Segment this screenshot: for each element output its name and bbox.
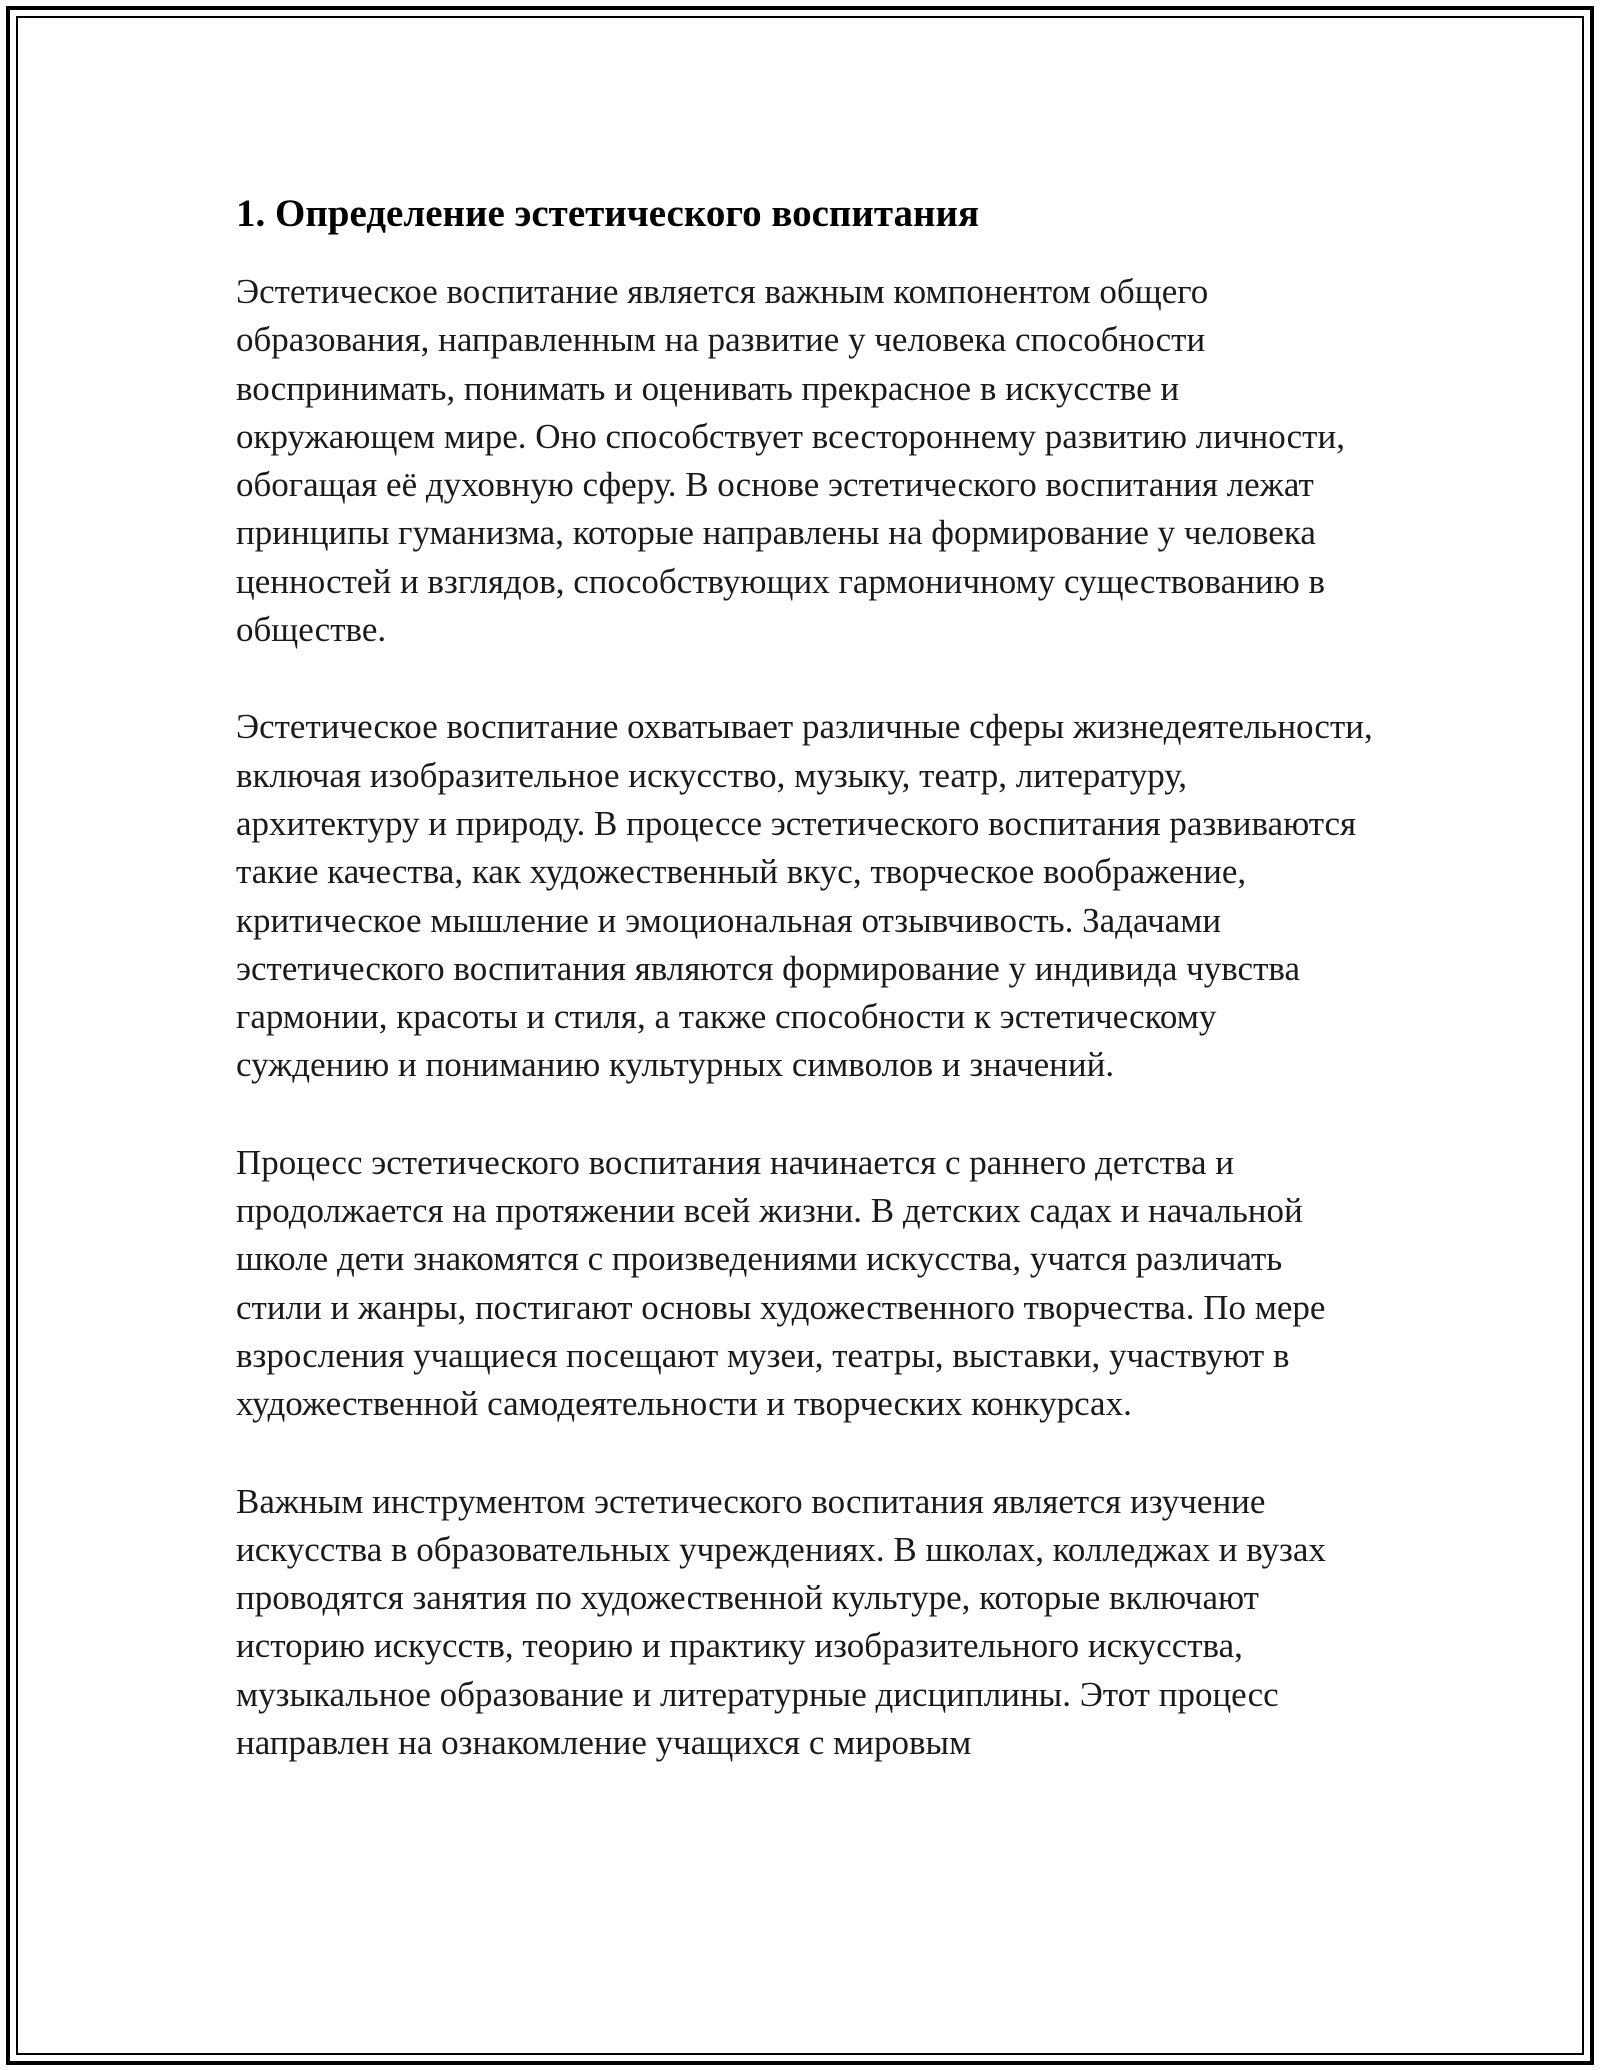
section-heading: 1. Определение эстетического воспитания <box>236 192 980 235</box>
document-body <box>236 186 1376 1816</box>
paragraph-2: Эстетическое воспитание охватывает различные сферы жизнедеятельности, включая изобразительное искусство, музыку, театр, литературу, архитектуру и природу. В процессе эстетического воспитания развиваются такие качества, как художественный вкус, творческое воображение, критическое мышление и эмоциональная отзывчивость. Задачами эстетического воспитания являются формирование у индивида чувства гармонии, красоты и стиля, а также способности к эстетическому суждению и пониманию культурных символов и значений. <box>236 707 1373 1085</box>
paragraph-3: Процесс эстетического воспитания начинается с раннего детства и продолжается на протяжении всей жизни. В детских садах и начальной школе дети знакомятся с произведениями искусства, учатся различать стили и жанры, постигают основы художественного творчества. По мере взросления учащиеся посещают музеи, театры, выставки, участвуют в художественной самодеятельности и творческих конкурсах. <box>236 1142 1326 1424</box>
paragraph-4: Важным инструментом эстетического воспитания является изучение искусства в образовательных учреждениях. В школах, колледжах и вузах проводятся занятия по художественной культуре, которые включают историю искусств, теорию и практику изобразительного искусства, музыкальное образование и литературные дисциплины. Этот процесс направлен на ознакомление учащихся с мировым <box>236 1481 1326 1763</box>
paragraph-1: Эстетическое воспитание является важным компонентом общего образования, направленным на развитие у человека способности воспринимать, понимать и оценивать прекрасное в искусстве и окружающем мире. Оно способствует всестороннему развитию личности, обогащая её духовную сферу. В основе эстетического воспитания лежат принципы гуманизма, которые направлены на формирование у человека ценностей и взглядов, способствующих гармоничному существованию в обществе. <box>236 272 1345 650</box>
